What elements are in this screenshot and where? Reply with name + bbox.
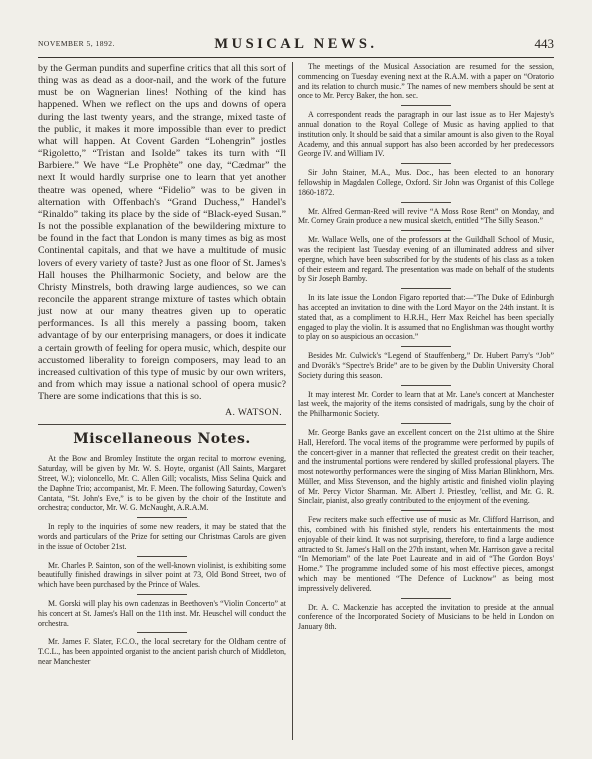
page-number: 443 [534,36,554,51]
note-paragraph: In its late issue the London Figaro reported that:—“The Duke of Edinburgh has accepted an invitation to dine with the Lord Mayor on the 24th instant. It is stated that, as a compliment to H.R.H., Herr Max Reichel has been specially engaged to play the violin. It is assumed that no Englishman was thought worthy to play on so auspicious an occasion.” [298,293,554,342]
note-paragraph: Mr. George Banks gave an excellent concert on the 21st ultimo at the Shire Hall, Hereford. The vocal items of the programme were performed by pupils of the concert-giver in a manner that reflected the greatest credit on their teacher, and the instrumental portions were rendered by skilled professional players. The most noteworthy performances were the singing of Miss Marian Blinkhorn, Mrs. Müller, and Miss Stevenson, and the highly artistic and finished violin playing of Mr. Percy Victor Sharman. Mr. Albert J. Priestley, 'cellist, and Mr. G. R. Sinclair, pianist, also greatly contributed to the enjoyment of the evening. [298,427,554,506]
note-paragraph: It may interest Mr. Corder to learn that at Mr. Lane's concert at Manchester last week, the majority of the items consisted of madrigals, sung by the choir of the Philharmonic Society. [298,389,554,419]
essay-signature: A. WATSON. [225,407,282,419]
note-paragraph: Few reciters make such effective use of music as Mr. Clifford Harrison, and this, combined with his finished style, renders his entertainments the most enjoyable of their kind. It was not surprising, therefore, to find a large audience attracted to St. James's Hall on the 27th instant, when Mr. Harrison gave a recital “In Memoriam” of the late Poet Laureate and in aid of “The Gordon Boys' Home.” The programme included some of his most effective pieces, amongst which may be mentioned “The Defence of Lucknow” as being most impressively delivered. [298,515,554,593]
page-header [38,36,554,54]
note-paragraph: A correspondent reads the paragraph in our last issue as to Her Majesty's annual donation to the Royal College of Music as having applied to that institution only. It should be said that a similar amount is also given to the Royal Academy, and this annual support has also been accorded by her predecessors George IV. and William IV. [298,110,554,159]
note-separator [401,346,451,347]
note-paragraph: The meetings of the Musical Association are resumed for the session, commencing on Tuesday evening next at the R.A.M. with a paper on “Oratorio and its relation to church music.” The names of new members should be sent at once to Mr. Percy Baker, the hon. sec. [298,62,554,101]
note-paragraph: Besides Mr. Culwick's “Legend of Stauffenberg,” Dr. Hubert Parry's “Job” and Dvorák's “Spectre's Bride” are to be given by the Dublin University Choral Society during this season. [298,351,554,380]
left-column [38,62,286,667]
section-rule [38,424,286,425]
note-paragraph: M. Gorski will play his own cadenzas in Beethoven's “Violin Concerto” at his concert at St. James's Hall on the 11th inst. Mr. Heuschel will conduct the orchestra. [38,598,286,628]
note-paragraph: At the Bow and Bromley Institute the organ recital to morrow evening, Saturday, will be given by Mr. W. S. Hoyte, organist (All Saints, Margaret Street, W.); violoncello, Mr. C. Allen Gill; vocalists, Miss Selina Quick and the Daphne Trio; accompanist, Mr. F. Meen. The following Saturday, Cowen's Cantata, “St. John's Eve,” is to be given by the choir of the Institute and orchestra; conductor, Mr. W. G. McNaught, A.R.A.M. [38,454,286,513]
journal-title: MUSICAL NEWS. [214,36,378,52]
note-separator [401,423,451,424]
note-separator [401,598,451,599]
note-separator [401,288,451,289]
note-separator [401,105,451,106]
note-separator [401,202,451,203]
section-heading: Miscellaneous Notes. [73,431,251,448]
header-rule [38,57,554,58]
note-separator [401,163,451,164]
note-paragraph: Sir John Stainer, M.A., Mus. Doc., has been elected to an honorary fellowship in Magdalen College, Oxford. Sir John was Organist of this College 1860-1872. [298,168,554,197]
note-paragraph: Mr. James F. Slater, F.C.O., the local secretary for the Oldham centre of T.C.L., has been appointed organist to the ancient parish church of Middleton, near Manchester [38,637,286,666]
note-separator [137,632,187,633]
note-separator [401,385,451,386]
right-column [298,62,554,632]
note-paragraph: Mr. Charles P. Sainton, son of the well-known violinist, is exhibiting some beautifully finished drawings in silver point at 73, Old Bond Street, two of which have been purchased by the Prince of Wales. [38,560,286,590]
note-separator [401,510,451,511]
note-separator [137,556,187,557]
note-paragraph: In reply to the inquiries of some new readers, it may be stated that the words and particulars of the Prize for setting our Christmas Carols are given in the issue of October 21st. [38,522,286,551]
issue-date: NOVEMBER 5, 1892. [38,39,115,48]
note-paragraph: Dr. A. C. Mackenzie has accepted the invitation to preside at the annual conference of the Incorporated Society of Musicians to be held in London on January 8th. [298,602,554,632]
note-paragraph: Mr. Alfred German-Reed will revive “A Moss Rose Rent” on Monday, and Mr. Corney Grain produce a new musical sketch, entitled “The Silly Season.” [298,206,554,226]
note-separator [401,230,451,231]
note-separator [137,594,187,595]
note-separator [137,517,187,518]
column-divider [292,62,293,740]
note-paragraph: Mr. Wallace Wells, one of the professors at the Guildhall School of Music, was the recipient last Tuesday evening of an illuminated address and silver epergne, which have been subscribed for by the students of his class as a token of their esteem and regard. The presentation was made on behalf of the students by Sir Joseph Barnby. [298,235,554,284]
essay-text: by the German pundits and superfine critics that all this sort of thing was as dead as a door-nail, and the work of the future must be on Wagnerian lines! Nothing of the kind has happened. When we reflect on the ups and downs of opera during the last twenty years, and the strange, mixed taste of the public, it makes it more impossible than ever to predict what will happen. At Covent Garden “Lohengrin” jostles “Rigoletto,” “Tristan and Isolde” takes its turn with “Il Barbiere.” We have “Le Prophète” one day, “Cædmar” the next It would hardly surprise one to learn that yet another theatre was opened, where “Fidelio” was to be given in alternation with Offenbach's “Grand Duchess,” Handel's “Rinaldo” taking its place by the side of “Black-eyed Susan.” Is not the possible explanation of the bewildering mixture to be found in the fact that London is many times as big as most Continental capitals, and that we have a multitude of music lovers of every variety of taste? Just as one floor of St. James's Hall houses the Philharmonic Society, and below are the Christy Minstrels, both drawing large audiences, so we can reconcile the apparent strange mixture of tastes which obtain just now at our many theatres given up to operatic performances. Is all this merely a passing boom, taken advantage of by our enterprising managers, or does it indicate a certain growth of feeling for opera music, which, despite our accustomed liberality to foreign composers, may lead to an increased cultivation of this type of music by our own writers, and from which may issue a national school of opera music? There are some indications that this is so. [38,63,286,403]
